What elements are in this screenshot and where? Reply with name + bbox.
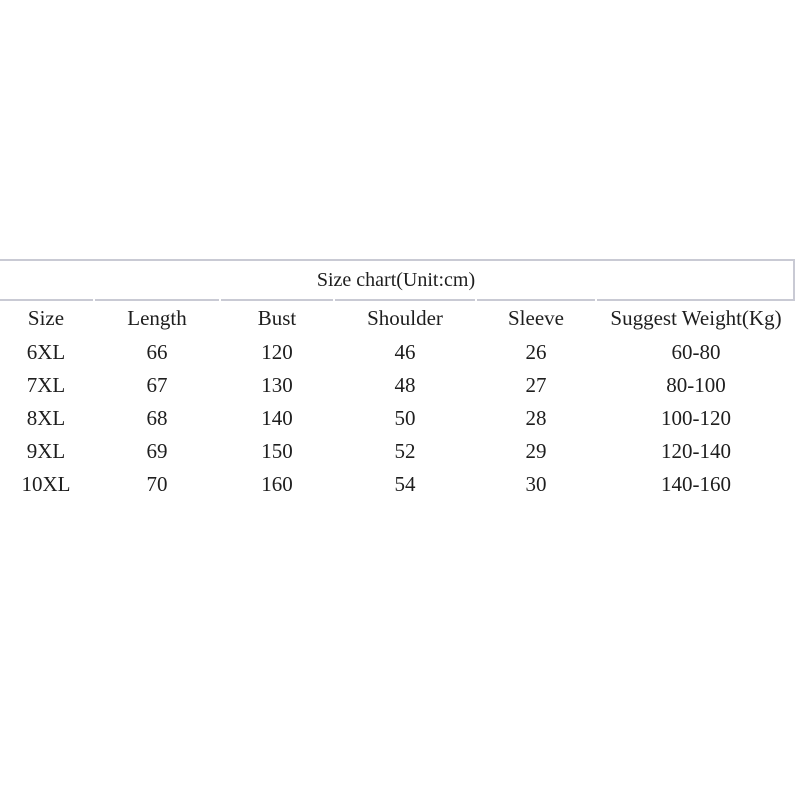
cell-sleeve: 27 — [525, 373, 547, 397]
cell-suggest-weight: 80-100 — [666, 373, 726, 397]
cell-bust: 150 — [261, 439, 293, 463]
cell-shoulder: 52 — [394, 439, 416, 463]
cell-suggest-weight: 120-140 — [661, 439, 731, 463]
table-title: Size chart(Unit:cm) — [0, 259, 795, 299]
cell-sleeve: 30 — [525, 472, 547, 496]
cell-shoulder: 54 — [394, 472, 416, 496]
cell-length: 67 — [146, 373, 168, 397]
size-chart-table — [0, 259, 797, 501]
col-header-size: Size — [0, 299, 93, 336]
cell-size: 10XL — [21, 472, 71, 496]
table-row — [0, 402, 795, 435]
cell-size: 9XL — [26, 439, 66, 463]
cell-suggest-weight: 60-80 — [671, 340, 721, 364]
col-header-length: Length — [95, 299, 219, 336]
cell-shoulder: 48 — [394, 373, 416, 397]
cell-size: 8XL — [26, 406, 66, 430]
cell-length: 66 — [146, 340, 168, 364]
col-header-sleeve: Sleeve — [477, 299, 595, 336]
cell-bust: 160 — [261, 472, 293, 496]
header-row — [0, 299, 795, 336]
cell-sleeve: 29 — [525, 439, 547, 463]
cell-length: 68 — [146, 406, 168, 430]
table-row — [0, 369, 795, 402]
cell-suggest-weight: 100-120 — [661, 406, 731, 430]
cell-shoulder: 50 — [394, 406, 416, 430]
cell-bust: 120 — [261, 340, 293, 364]
col-header-shoulder: Shoulder — [335, 299, 475, 336]
cell-size: 6XL — [26, 340, 66, 364]
cell-bust: 130 — [261, 373, 293, 397]
cell-suggest-weight: 140-160 — [661, 472, 731, 496]
cell-bust: 140 — [261, 406, 293, 430]
cell-length: 70 — [146, 472, 168, 496]
cell-shoulder: 46 — [394, 340, 416, 364]
cell-length: 69 — [146, 439, 168, 463]
col-header-suggest-weight: Suggest Weight(Kg) — [597, 299, 795, 336]
table-row — [0, 435, 795, 468]
cell-sleeve: 28 — [525, 406, 547, 430]
cell-size: 7XL — [26, 373, 66, 397]
col-header-bust: Bust — [221, 299, 333, 336]
table-row — [0, 336, 795, 369]
title-row — [0, 259, 795, 299]
table-row — [0, 468, 795, 501]
cell-sleeve: 26 — [525, 340, 547, 364]
